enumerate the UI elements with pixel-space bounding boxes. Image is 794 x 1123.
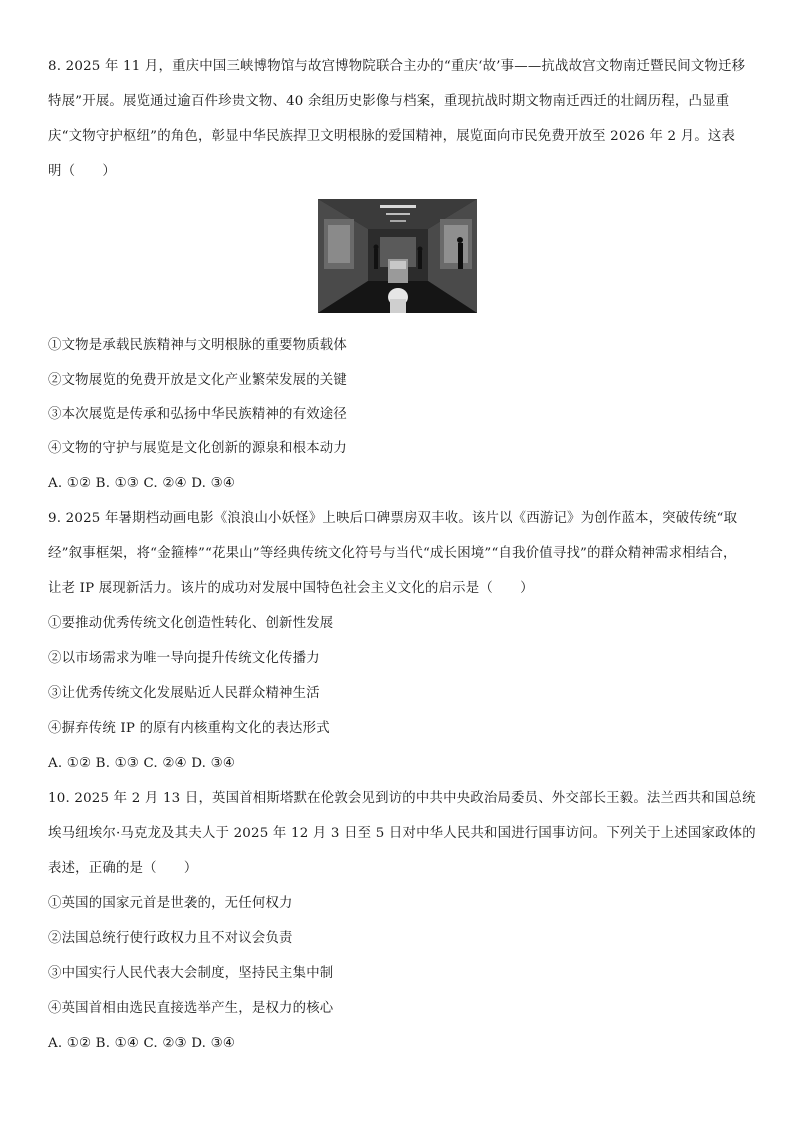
exhibition-hall-image (318, 199, 477, 313)
q9-option-1: ①要推动优秀传统文化创造性转化、创新性发展 (48, 616, 334, 631)
q10-option-3: ③中国实行人民代表大会制度，坚持民主集中制 (48, 966, 334, 981)
q10-option-4: ④英国首相由选民直接选举产生，是权力的核心 (48, 1001, 334, 1016)
q10-answer-choices: A. ①② B. ①④ C. ②③ D. ③④ (48, 1036, 235, 1051)
q9-option-3: ③让优秀传统文化发展贴近人民群众精神生活 (48, 686, 320, 701)
q8-stem-line-3: 庆“文物守护枢纽”的角色，彰显中华民族捍卫文明根脉的爱国精神，展览面向市民免费开放至 2026 年 2 月。这表 (48, 129, 736, 144)
q9-stem-line-2: 经”叙事框架，将“金箍棒”“花果山”等经典传统文化符号与当代“成长困境”“自我价值寻找”的群众精神需求相结合， (48, 546, 737, 561)
q8-option-3: ③本次展览是传承和弘扬中华民族精神的有效途径 (48, 407, 347, 422)
q8-stem-line-1: 8. 2025 年 11 月，重庆中国三峡博物馆与故宫博物院联合主办的“重庆‘故’事——抗战故宫文物南迁暨民间文物迁移 (48, 59, 746, 74)
q10-stem-line-1: 10. 2025 年 2 月 13 日，英国首相斯塔默在伦敦会见到访的中共中央政治局委员、外交部长王毅。法兰西共和国总统 (48, 791, 756, 806)
q8-stem-line-4: 明（ ） (48, 164, 116, 179)
q10-stem-line-3: 表述，正确的是（ ） (48, 861, 198, 876)
q8-answer-choices: A. ①② B. ①③ C. ②④ D. ③④ (48, 476, 235, 491)
q8-option-2: ②文物展览的免费开放是文化产业繁荣发展的关键 (48, 373, 347, 388)
q9-stem-line-3: 让老 IP 展现新活力。该片的成功对发展中国特色社会主义文化的启示是（ ） (48, 581, 534, 596)
q10-option-2: ②法国总统行使行政权力且不对议会负责 (48, 931, 293, 946)
q9-option-2: ②以市场需求为唯一导向提升传统文化传播力 (48, 651, 320, 666)
q8-stem-line-2: 特展”开展。展览通过逾百件珍贵文物、40 余组历史影像与档案，重现抗战时期文物南迁西迁的壮阔历程，凸显重 (48, 94, 730, 109)
q8-option-1: ①文物是承载民族精神与文明根脉的重要物质载体 (48, 338, 347, 353)
exhibition-photo (318, 199, 477, 313)
q9-option-4: ④摒弃传统 IP 的原有内核重构文化的表达形式 (48, 721, 330, 736)
q10-stem-line-2: 埃马纽埃尔·马克龙及其夫人于 2025 年 12 月 3 日至 5 日对中华人民共和国进行国事访问。下列关于上述国家政体的 (48, 826, 756, 841)
q8-option-4: ④文物的守护与展览是文化创新的源泉和根本动力 (48, 441, 347, 456)
q10-option-1: ①英国的国家元首是世袭的，无任何权力 (48, 896, 293, 911)
q9-stem-line-1: 9. 2025 年暑期档动画电影《浪浪山小妖怪》上映后口碑票房双丰收。该片以《西游记》为创作蓝本，突破传统“取 (48, 511, 738, 526)
q9-answer-choices: A. ①② B. ①③ C. ②④ D. ③④ (48, 756, 235, 771)
